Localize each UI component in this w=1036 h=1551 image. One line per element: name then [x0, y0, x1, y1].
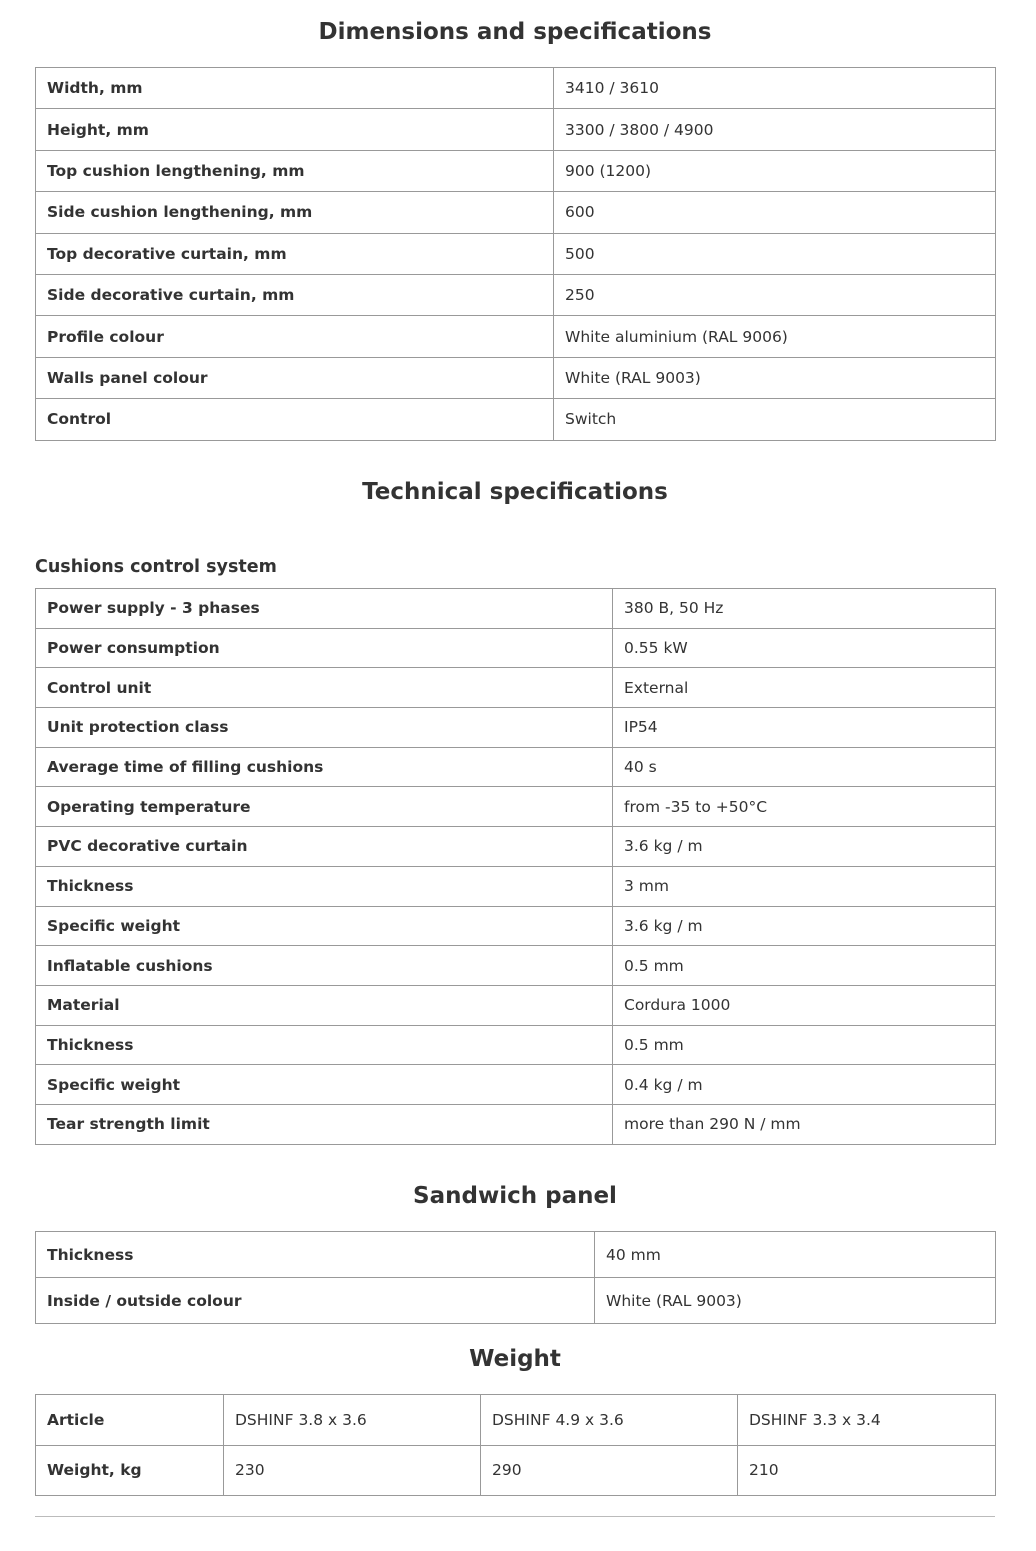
- row-label: Thickness: [36, 866, 613, 906]
- row-value: 0.55 kW: [613, 628, 996, 668]
- row-label: Specific weight: [36, 906, 613, 946]
- weight-cell: 290: [481, 1445, 738, 1496]
- row-label: Operating temperature: [36, 787, 613, 827]
- row-value: 380 B, 50 Hz: [613, 589, 996, 629]
- table-row: [36, 1278, 996, 1324]
- row-value: 3410 / 3610: [554, 68, 996, 109]
- table-row: [36, 1104, 996, 1144]
- table-row: [36, 946, 996, 986]
- table-row: [36, 1065, 996, 1105]
- row-label: Power consumption: [36, 628, 613, 668]
- row-value: 40 mm: [595, 1232, 996, 1278]
- row-value: 3300 / 3800 / 4900: [554, 109, 996, 150]
- row-value: 0.4 kg / m: [613, 1065, 996, 1105]
- dimensions-title: Dimensions and specifications: [318, 19, 712, 45]
- bottom-divider: [35, 1516, 995, 1517]
- row-label: Height, mm: [36, 109, 554, 150]
- row-label: Average time of filling cushions: [36, 747, 613, 787]
- cushions-subtitle: Cushions control system: [35, 557, 277, 577]
- table-row: [36, 866, 996, 906]
- article-cell: DSHINF 4.9 x 3.6: [481, 1395, 738, 1446]
- row-value: 3 mm: [613, 866, 996, 906]
- row-label: Side cushion lengthening, mm: [36, 192, 554, 233]
- table-row: [36, 708, 996, 748]
- row-label: Width, mm: [36, 68, 554, 109]
- weight-cell: 210: [738, 1445, 996, 1496]
- table-row: [36, 1025, 996, 1065]
- row-label: Inflatable cushions: [36, 946, 613, 986]
- sandwich-title: Sandwich panel: [413, 1183, 617, 1209]
- row-value: 600: [554, 192, 996, 233]
- row-label: Unit protection class: [36, 708, 613, 748]
- row-label: Tear strength limit: [36, 1104, 613, 1144]
- table-row: [36, 274, 996, 315]
- row-value: White aluminium (RAL 9006): [554, 316, 996, 357]
- weight-label: Weight, kg: [36, 1445, 224, 1496]
- technical-title: Technical specifications: [362, 479, 668, 505]
- cushions-table: [35, 588, 996, 1145]
- dimensions-table: [35, 67, 996, 441]
- table-row: [36, 787, 996, 827]
- table-row: [36, 357, 996, 398]
- row-label: Top cushion lengthening, mm: [36, 150, 554, 191]
- row-value: 40 s: [613, 747, 996, 787]
- row-label: Profile colour: [36, 316, 554, 357]
- table-row: [36, 316, 996, 357]
- row-label: Thickness: [36, 1232, 595, 1278]
- table-row: [36, 827, 996, 867]
- row-value: Cordura 1000: [613, 985, 996, 1025]
- table-row: [36, 109, 996, 150]
- table-row: [36, 1232, 996, 1278]
- table-row: [36, 906, 996, 946]
- table-row: [36, 1445, 996, 1496]
- table-row: [36, 68, 996, 109]
- row-value: Switch: [554, 399, 996, 440]
- table-row: [36, 1395, 996, 1446]
- row-label: Side decorative curtain, mm: [36, 274, 554, 315]
- table-row: [36, 747, 996, 787]
- table-row: [36, 589, 996, 629]
- table-row: [36, 399, 996, 440]
- row-label: Thickness: [36, 1025, 613, 1065]
- row-value: 0.5 mm: [613, 1025, 996, 1065]
- table-row: [36, 668, 996, 708]
- row-value: External: [613, 668, 996, 708]
- weight-cell: 230: [224, 1445, 481, 1496]
- row-value: 0.5 mm: [613, 946, 996, 986]
- weight-title: Weight: [469, 1346, 561, 1372]
- row-value: 3.6 kg / m: [613, 827, 996, 867]
- row-label: PVC decorative curtain: [36, 827, 613, 867]
- article-cell: DSHINF 3.8 x 3.6: [224, 1395, 481, 1446]
- row-value: from -35 to +50°C: [613, 787, 996, 827]
- weight-table: [35, 1394, 996, 1496]
- table-row: [36, 628, 996, 668]
- row-label: Material: [36, 985, 613, 1025]
- row-label: Top decorative curtain, mm: [36, 233, 554, 274]
- table-row: [36, 150, 996, 191]
- row-value: more than 290 N / mm: [613, 1104, 996, 1144]
- table-row: [36, 233, 996, 274]
- row-value: IP54: [613, 708, 996, 748]
- row-label: Control unit: [36, 668, 613, 708]
- row-value: 3.6 kg / m: [613, 906, 996, 946]
- row-value: White (RAL 9003): [595, 1278, 996, 1324]
- row-label: Inside / outside colour: [36, 1278, 595, 1324]
- row-value: 900 (1200): [554, 150, 996, 191]
- table-row: [36, 985, 996, 1025]
- row-value: White (RAL 9003): [554, 357, 996, 398]
- row-label: Control: [36, 399, 554, 440]
- article-cell: DSHINF 3.3 x 3.4: [738, 1395, 996, 1446]
- article-label: Article: [36, 1395, 224, 1446]
- row-value: 250: [554, 274, 996, 315]
- row-value: 500: [554, 233, 996, 274]
- sandwich-table: [35, 1231, 996, 1324]
- row-label: Power supply - 3 phases: [36, 589, 613, 629]
- row-label: Specific weight: [36, 1065, 613, 1105]
- table-row: [36, 192, 996, 233]
- row-label: Walls panel colour: [36, 357, 554, 398]
